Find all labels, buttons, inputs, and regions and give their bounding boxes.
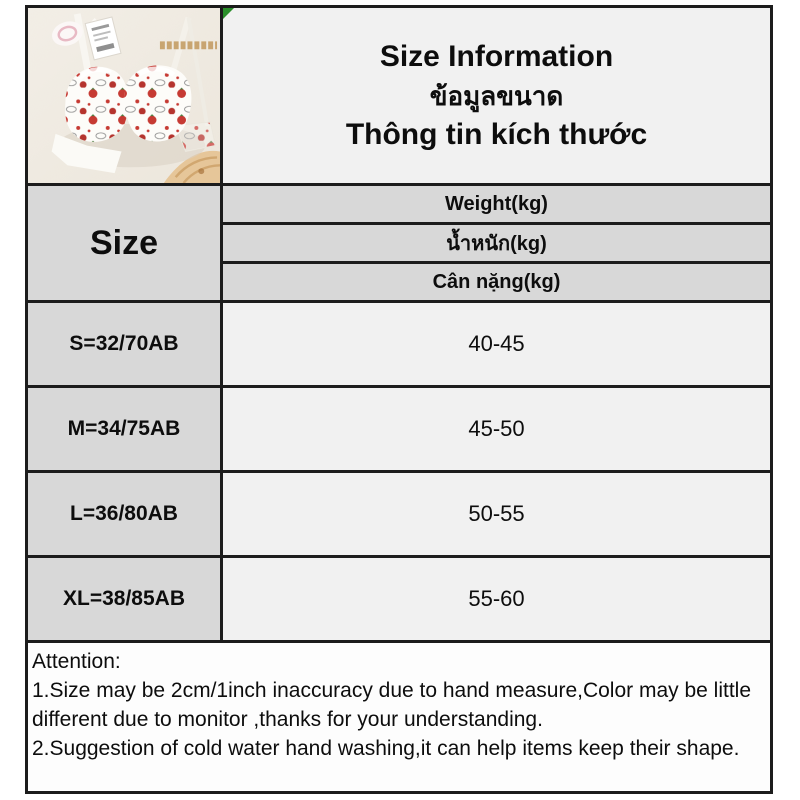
size-label: L=36/80AB (28, 473, 223, 555)
weight-header-english: Weight(kg) (223, 186, 770, 225)
table-row (28, 473, 770, 558)
title-vietnamese: Thông tin kích thước (345, 117, 648, 151)
size-label: S=32/70AB (28, 303, 223, 385)
weight-value: 40-45 (223, 303, 770, 385)
size-label: XL=38/85AB (28, 558, 223, 640)
title-thai: ข้อมูลขนาด (429, 80, 564, 111)
attention-note (28, 643, 770, 791)
title-cell (223, 8, 770, 183)
title-english: Size Information (379, 39, 614, 73)
attention-note-2: 2.Suggestion of cold water hand washing,it can help items keep their shape. (32, 737, 740, 760)
size-chart-sheet (25, 5, 773, 794)
table-row (28, 303, 770, 388)
top-row (28, 8, 770, 186)
weight-header-thai: น้ำหนัก(kg) (223, 225, 770, 264)
attention-heading: Attention: (32, 650, 121, 673)
table-row (28, 388, 770, 473)
weight-value: 50-55 (223, 473, 770, 555)
green-corner-marker-icon (223, 8, 234, 19)
size-label: M=34/75AB (28, 388, 223, 470)
product-photo (28, 8, 223, 183)
weight-value: 45-50 (223, 388, 770, 470)
table-header-row (28, 186, 770, 303)
weight-value: 55-60 (223, 558, 770, 640)
weight-header-vietnamese: Cân nặng(kg) (223, 264, 770, 300)
bra-product-photo-illustration (28, 8, 220, 183)
size-column-header: Size (28, 186, 223, 300)
table-row (28, 558, 770, 643)
weight-header-stack (223, 186, 770, 300)
attention-note-1: 1.Size may be 2cm/1inch inaccuracy due to hand measure,Color may be little different due to monitor ,thanks for your understanding. (32, 679, 752, 731)
